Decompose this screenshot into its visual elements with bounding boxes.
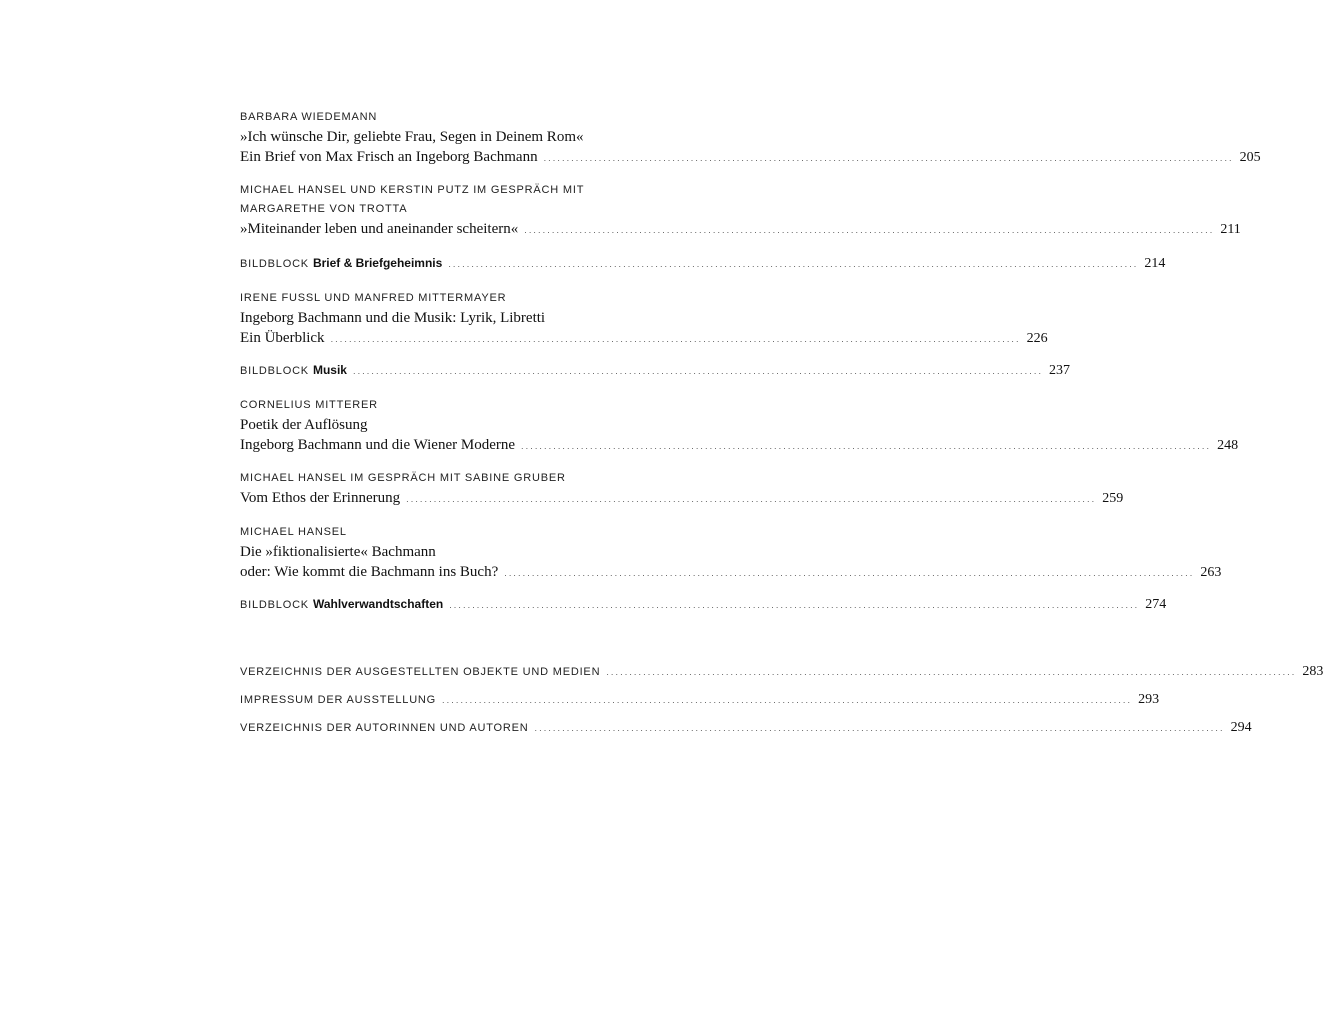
entry-author: MARGARETHE VON TROTTA	[240, 203, 408, 215]
appendix-label: VERZEICHNIS DER AUSGESTELLTEN OBJEKTE UND MEDIEN	[240, 666, 601, 678]
dot-leader: ......................................................................................................................................................	[448, 259, 1139, 269]
entry-subtitle: oder: Wie kommt die Bachmann ins Buch?	[240, 564, 499, 580]
entry-title-row	[240, 147, 1261, 168]
toc-entry	[240, 396, 1239, 456]
entry-author: MICHAEL HANSEL IM GESPRÄCH MIT SABINE GRUBER	[240, 472, 566, 484]
entry-subtitle: Ingeborg Bachmann und die Wiener Moderne	[240, 437, 516, 453]
toc-entry-bildblock	[240, 254, 1166, 272]
dot-leader: ......................................................................................................................................................	[504, 568, 1195, 578]
page-number: 293	[1138, 692, 1160, 707]
toc-entry	[240, 181, 1241, 240]
dot-leader: ......................................................................................................................................................	[543, 153, 1234, 163]
page-number: 294	[1230, 720, 1252, 735]
dot-leader: ......................................................................................................................................................	[330, 334, 1021, 344]
bildblock-name: Wahlverwandtschaften	[312, 597, 444, 611]
toc-entry-bildblock	[240, 361, 1071, 379]
toc-entry	[240, 523, 1222, 583]
appendix-row	[240, 664, 1323, 680]
dot-leader: ......................................................................................................................................................	[406, 494, 1097, 504]
bildblock-label: BILDBLOCK	[240, 599, 309, 611]
page-number: 214	[1144, 256, 1166, 271]
bildblock-row	[240, 254, 1166, 272]
entry-title: Ingeborg Bachmann und die Musik: Lyrik, Libretti	[240, 310, 546, 326]
appendix-entry	[240, 692, 1160, 708]
entry-title: »Miteinander leben und aneinander scheitern«	[240, 221, 519, 237]
entry-author: MICHAEL HANSEL UND KERSTIN PUTZ IM GESPRÄCH MIT	[240, 184, 585, 196]
page-number: 259	[1102, 491, 1124, 506]
dot-leader: ......................................................................................................................................................	[449, 600, 1140, 610]
appendix-label: IMPRESSUM DER AUSSTELLUNG	[240, 694, 437, 706]
toc-entry	[240, 289, 1048, 349]
appendix-row	[240, 692, 1160, 708]
bildblock-label: BILDBLOCK	[240, 258, 309, 270]
entry-title: »Ich wünsche Dir, geliebte Frau, Segen in Deinem Rom«	[240, 129, 584, 145]
toc-entry	[240, 469, 1124, 509]
entry-author: CORNELIUS MITTERER	[240, 399, 378, 411]
entry-title-row	[240, 328, 1048, 349]
entry-title: Poetik der Auflösung	[240, 417, 368, 433]
page-number: 211	[1220, 222, 1241, 237]
entry-author: MICHAEL HANSEL	[240, 526, 347, 538]
page-number: 263	[1200, 565, 1222, 580]
entry-subtitle: Ein Überblick	[240, 330, 325, 346]
entry-author: IRENE FUSSL UND MANFRED MITTERMAYER	[240, 292, 507, 304]
dot-leader: ......................................................................................................................................................	[442, 695, 1133, 705]
appendix-label: VERZEICHNIS DER AUTORINNEN UND AUTOREN	[240, 722, 529, 734]
dot-leader: ......................................................................................................................................................	[524, 225, 1215, 235]
appendix-entry	[240, 720, 1252, 736]
appendix-entry	[240, 664, 1323, 680]
page-number: 205	[1239, 150, 1261, 165]
entry-author: BARBARA WIEDEMANN	[240, 111, 378, 123]
dot-leader: ......................................................................................................................................................	[352, 366, 1044, 376]
entry-title-row	[240, 435, 1239, 456]
page-number: 274	[1145, 597, 1167, 612]
page-number: 226	[1026, 331, 1048, 346]
dot-leader: ......................................................................................................................................................	[521, 441, 1212, 451]
bildblock-name: Brief & Briefgeheimnis	[312, 256, 443, 270]
entry-title-row	[240, 219, 1241, 240]
bildblock-row	[240, 361, 1071, 379]
page-number: 283	[1302, 664, 1323, 679]
dot-leader: ......................................................................................................................................................	[606, 667, 1297, 677]
entry-title: Die »fiktionalisierte« Bachmann	[240, 544, 436, 560]
entry-title-row	[240, 488, 1124, 509]
toc-entry	[240, 108, 1261, 168]
entry-title: Vom Ethos der Erinnerung	[240, 490, 401, 506]
bildblock-name: Musik	[312, 363, 347, 377]
page-number: 248	[1217, 438, 1239, 453]
page-number: 237	[1049, 363, 1071, 378]
bildblock-label: BILDBLOCK	[240, 365, 309, 377]
entry-subtitle: Ein Brief von Max Frisch an Ingeborg Bachmann	[240, 149, 538, 165]
appendix-row	[240, 720, 1252, 736]
dot-leader: ......................................................................................................................................................	[534, 723, 1225, 733]
entry-title-row	[240, 562, 1222, 583]
bildblock-row	[240, 595, 1167, 613]
toc-entry-bildblock	[240, 595, 1167, 613]
